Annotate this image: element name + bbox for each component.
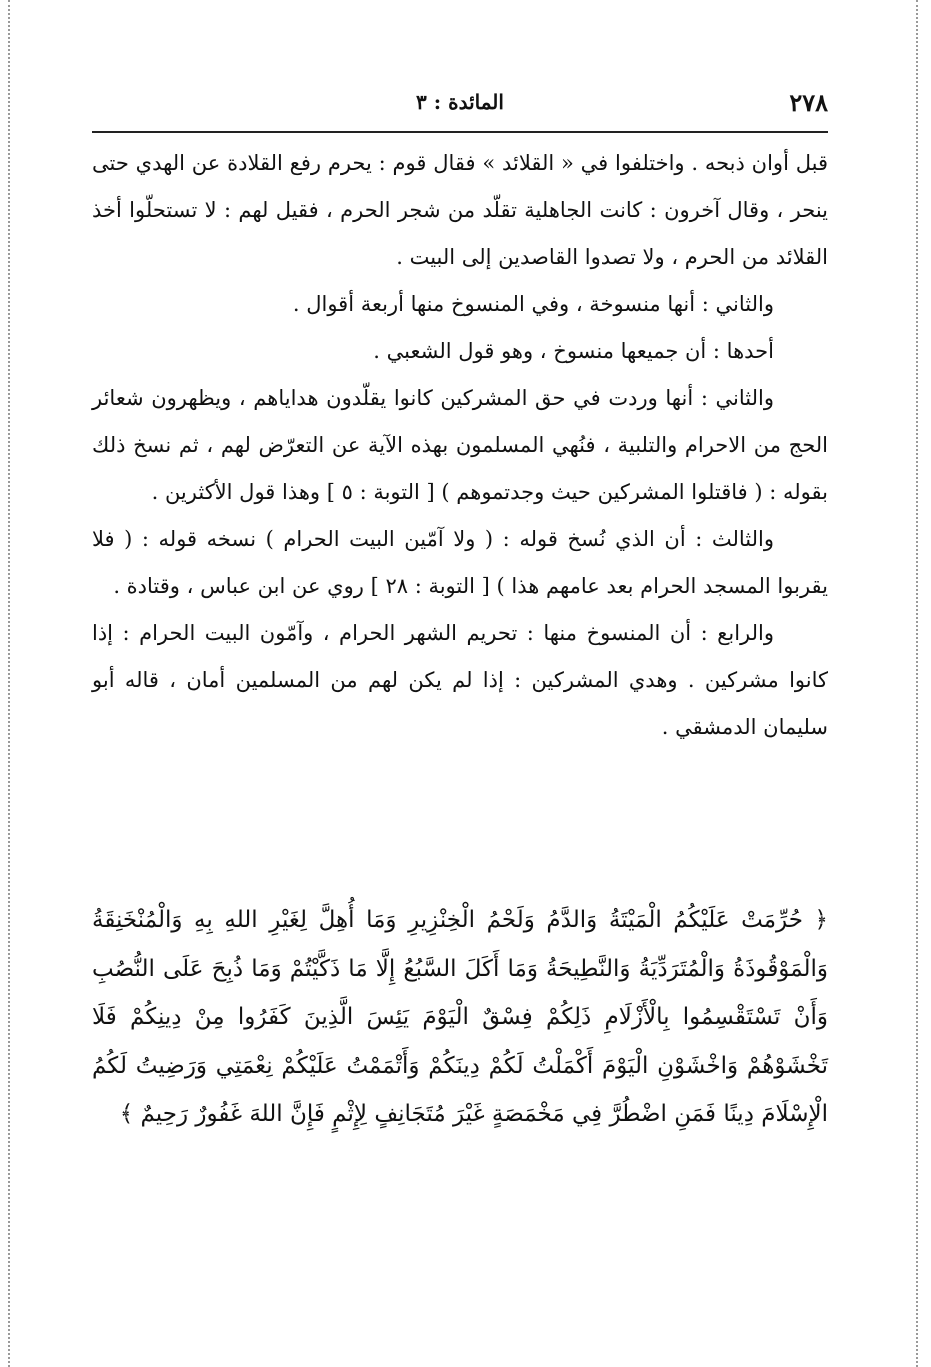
quran-verse — [92, 896, 828, 1139]
paragraph: والثاني : أنها منسوخة ، وفي المنسوخ منها أربعة أقوال . — [292, 292, 774, 316]
running-title: المائدة : ٣ — [416, 90, 504, 114]
paragraph: قبل أوان ذبحه . واختلفوا في « القلائد » فقال قوم : يحرم رفع القلادة عن الهدي حتى ينحر ، وقال آخرون : كانت الجاهلية تقلّد من شجر الحرم ، فقيل لهم : لا تستحلّوا أخذ القلائد من الحرم ، ولا تصدوا القاصدين إلى البيت . — [92, 151, 828, 269]
paragraph: أحدها : أن جميعها منسوخ ، وهو قول الشعبي . — [373, 339, 774, 363]
paragraph: والثاني : أنها وردت في حق المشركين كانوا يقلّدون هداياهم ، ويظهرون شعائر الحج من الاحرام والتلبية ، فنُهي المسلمون بهذه الآية عن التعرّض لهم ، ثم نسخ ذلك بقوله : ( فاقتلوا المشركين حيث وجدتموهم ) [ التوبة : ٥ ] وهذا قول الأكثرين . — [92, 386, 828, 504]
verse-text: ﴿ حُرِّمَتْ عَلَيْكُمُ الْمَيْتَةُ وَالدَّمُ وَلَحْمُ الْخِنْزِيرِ وَمَا أُهِلَّ لِغَيْرِ اللهِ بِهِ وَالْمُنْخَنِقَةُ وَالْمَوْقُوذَةُ وَالْمُتَرَدِّيَةُ وَالنَّطِيحَةُ وَمَا أَكَلَ السَّبُعُ إِلَّا مَا ذَكَّيْتُمْ وَمَا ذُبِحَ عَلَى النُّصُبِ وَأَنْ تَسْتَقْسِمُوا بِالْأَزْلَامِ ذَلِكُمْ فِسْقٌ الْيَوْمَ يَئِسَ الَّذِينَ كَفَرُوا مِنْ دِينِكُمْ فَلَا تَخْشَوْهُمْ وَاخْشَوْنِ الْيَوْمَ أَكْمَلْتُ لَكُمْ دِينَكُمْ وَأَتْمَمْتُ عَلَيْكُمْ نِعْمَتِي وَرَضِيتُ لَكُمُ الْإِسْلَامَ دِينًا فَمَنِ اضْطُرَّ فِي مَخْمَصَةٍ غَيْرَ مُتَجَانِفٍ لِإِثْمٍ فَإِنَّ اللهَ غَفُورٌ رَحِيمٌ ﴾ — [92, 907, 828, 1127]
header-rule — [92, 131, 828, 133]
commentary-text — [92, 140, 828, 751]
right-margin-dots — [916, 0, 918, 1367]
paragraph: والرابع : أن المنسوخ منها : تحريم الشهر الحرام ، وآمّون البيت الحرام : إذا كانوا مشركين . وهدي المشركين : إذا لم يكن لهم من المسلمين أمان ، قاله أبو سليمان الدمشقي . — [92, 621, 828, 739]
left-margin-dots — [8, 0, 10, 1367]
page-number: ٢٧٨ — [789, 88, 828, 117]
page-header — [92, 88, 828, 128]
paragraph: والثالث : أن الذي نُسخ قوله : ( ولا آمّين البيت الحرام ) نسخه قوله : ( فلا يقربوا المسجد الحرام بعد عامهم هذا ) [ التوبة : ٢٨ ] روي عن ابن عباس ، وقتادة . — [92, 527, 828, 598]
